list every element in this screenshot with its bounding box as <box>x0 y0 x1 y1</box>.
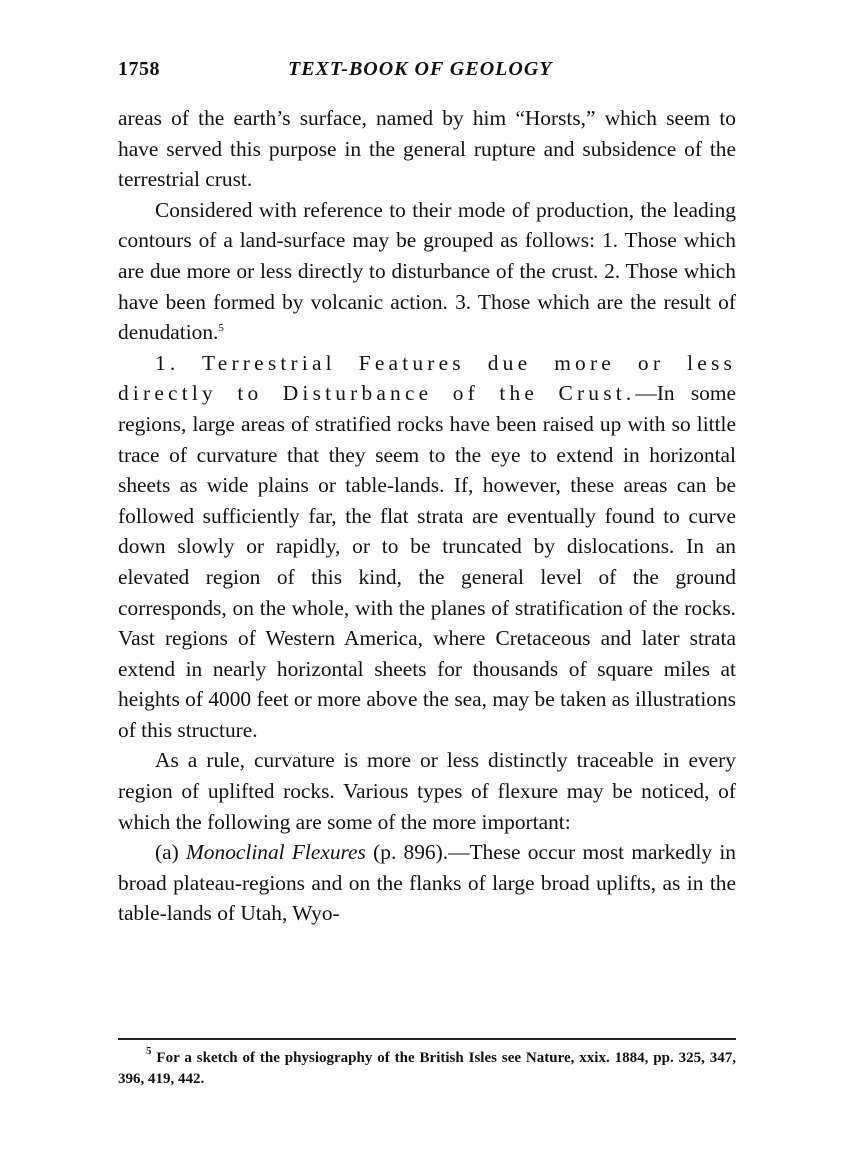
paragraph-terrestrial-features-text: —In some regions, large areas of stratified rocks have been raised up with so little trace of curvature that they seem to the eye to extend in horizontal sheets as wide plains or table-lands. If, however, these areas can be followed sufficiently far, the flat strata are eventually found to curve down slowly or rapidly, or to be truncated by dislocations. In an elevated region of this kind, the general level of the ground corresponds, on the whole, with the planes of stratification of the rocks. Vast regions of Western America, where Cretaceous and later strata extend in nearly horizontal sheets for thousands of square miles at heights of 4000 feet or more above the sea, may be taken as illustrations of this structure. <box>118 381 736 742</box>
page-header <box>118 58 738 88</box>
footnote-marker: 5 <box>146 1045 152 1057</box>
footnote-rule <box>118 1038 736 1040</box>
section-heading: 1. Terrestrial Features due more or less directly to Disturbance of the Crust. <box>118 350 736 406</box>
running-title: TEXT-BOOK OF GEOLOGY <box>288 58 553 80</box>
paragraph-curvature: As a rule, curvature is more or less distinctly traceable in every region of uplifted rocks. Various types of flexure may be noticed, of which the following are some of the more important: <box>118 748 736 834</box>
subsection-label: (a) <box>155 840 179 865</box>
paragraph-contours-text: Considered with reference to their mode of production, the leading contours of a land-surface may be grouped as follows: 1. Those which are due more or less directly to disturbance of the crust. 2. Those which have been formed by volcanic action. 3. Those which are the result of denudation. <box>118 197 736 345</box>
paragraph-horsts: areas of the earth’s surface, named by him “Horsts,” which seem to have served this purpose in the general rupture and subsidence of the terrestrial crust. <box>118 106 736 192</box>
paragraph-monoclinal <box>118 837 736 929</box>
footnote-paragraph <box>118 1045 736 1090</box>
footnote-reference: 5 <box>218 322 224 335</box>
paragraph-monoclinal-text: (p. 896).—These occur most markedly in broad plateau-regions and on the flanks of large broad uplifts, as in the table-lands of Utah, Wyo- <box>118 840 736 926</box>
body-text <box>118 103 736 929</box>
page-number: 1758 <box>118 58 160 80</box>
subsection-heading: Monoclinal Flexures <box>185 840 366 865</box>
footnote <box>118 1045 736 1090</box>
footnote-text: For a sketch of the physiography of the British Isles see Nature, xxix. 1884, pp. 325, 347, 396, 419, 442. <box>118 1050 736 1087</box>
paragraph-contours <box>118 195 736 348</box>
paragraph-terrestrial-features <box>118 348 736 746</box>
